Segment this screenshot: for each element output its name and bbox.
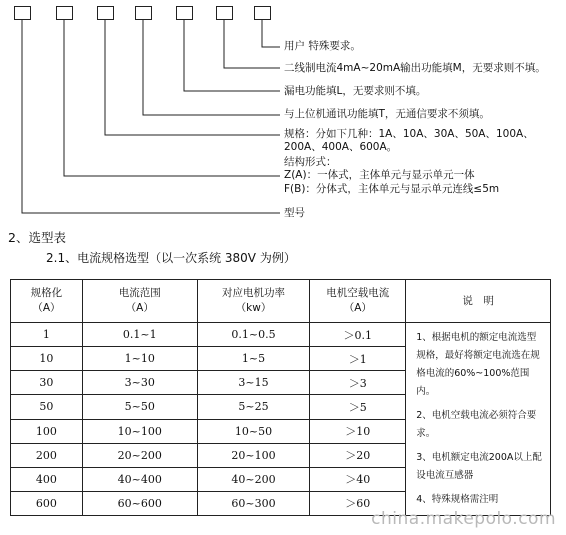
- cell-no-load: ＞10: [310, 419, 406, 443]
- note-item: 4、特殊规格需注明: [416, 494, 499, 505]
- label-comm-function: 与上位机通讯功能填T，无通信要求不须填。: [284, 108, 490, 120]
- cell-spec: 30: [11, 371, 83, 395]
- cell-range: 3~30: [82, 371, 197, 395]
- cell-range: 5~50: [82, 395, 197, 419]
- leader-spec: [105, 20, 280, 135]
- label-structure-z: Z(A)：一体式，主体单元与显示单元一体: [284, 169, 475, 181]
- section-title: 2、选型表: [8, 230, 66, 245]
- header-no-load-current: 电机空载电流 （A）: [310, 280, 406, 323]
- label-model: 型号: [284, 207, 305, 219]
- cell-power: 40~200: [197, 467, 310, 491]
- cell-spec: 100: [11, 419, 83, 443]
- cell-no-load: ＞1: [310, 347, 406, 371]
- header-current-range: 电流范围 （A）: [82, 280, 197, 323]
- header-notes: 说 明: [406, 280, 551, 323]
- table-row: [11, 323, 551, 347]
- notes-cell: [406, 323, 551, 516]
- cell-range: 0.1~1: [82, 323, 197, 347]
- leader-leakage: [184, 20, 280, 91]
- cell-range: 60~600: [82, 491, 197, 515]
- cell-power: 3~15: [197, 371, 310, 395]
- cell-range: 20~200: [82, 443, 197, 467]
- section-subtitle: 2.1、电流规格选型（以一次系统 380V 为例）: [46, 251, 296, 265]
- label-output-function: 二线制电流4mA~20mA输出功能填M，无要求则不填。: [284, 62, 546, 74]
- cell-power: 60~300: [197, 491, 310, 515]
- label-spec-line2: 200A、400A、600A。: [284, 141, 398, 153]
- cell-no-load: ＞20: [310, 443, 406, 467]
- cell-no-load: ＞40: [310, 467, 406, 491]
- cell-spec: 10: [11, 347, 83, 371]
- leader-output: [224, 20, 280, 68]
- header-rated-spec: 规格化 （A）: [11, 280, 83, 323]
- cell-range: 10~100: [82, 419, 197, 443]
- cell-spec: 600: [11, 491, 83, 515]
- label-structure-title: 结构形式：: [284, 156, 337, 168]
- cell-range: 1~10: [82, 347, 197, 371]
- cell-power: 0.1~0.5: [197, 323, 310, 347]
- table-header-row: [11, 280, 551, 323]
- cell-spec: 400: [11, 467, 83, 491]
- header-motor-power: 对应电机功率 （kw）: [197, 280, 310, 323]
- note-item: 2、电机空载电流必须符合要求。: [416, 410, 537, 439]
- note-item: 3、电机额定电流200A以上配设电流互感器: [416, 452, 542, 481]
- cell-power: 5~25: [197, 395, 310, 419]
- watermark: china.makepolo.com: [371, 509, 556, 529]
- label-spec-line1: 规格：分如下几种：1A、10A、30A、50A、100A、: [284, 128, 534, 140]
- cell-no-load: ＞0.1: [310, 323, 406, 347]
- cell-no-load: ＞5: [310, 395, 406, 419]
- selection-table: [10, 279, 551, 516]
- cell-spec: 200: [11, 443, 83, 467]
- cell-spec: 1: [11, 323, 83, 347]
- cell-power: 20~100: [197, 443, 310, 467]
- label-structure-f: F(B)：分体式，主体单元与显示单元连线≤5m: [284, 183, 500, 195]
- note-item: 1、根据电机的额定电流选型规格，最好将额定电流选在规格电流的60%~100%范围内。: [416, 332, 540, 397]
- cell-power: 10~50: [197, 419, 310, 443]
- leader-user: [262, 20, 280, 47]
- cell-power: 1~5: [197, 347, 310, 371]
- cell-no-load: ＞3: [310, 371, 406, 395]
- leader-structure: [64, 20, 280, 176]
- label-user-special: 用户 特殊要求。: [284, 40, 361, 52]
- label-leakage-function: 漏电功能填L，无要求则不填。: [284, 85, 427, 97]
- leader-model: [22, 20, 280, 213]
- cell-range: 40~400: [82, 467, 197, 491]
- cell-no-load: ＞60: [310, 491, 406, 515]
- cell-spec: 50: [11, 395, 83, 419]
